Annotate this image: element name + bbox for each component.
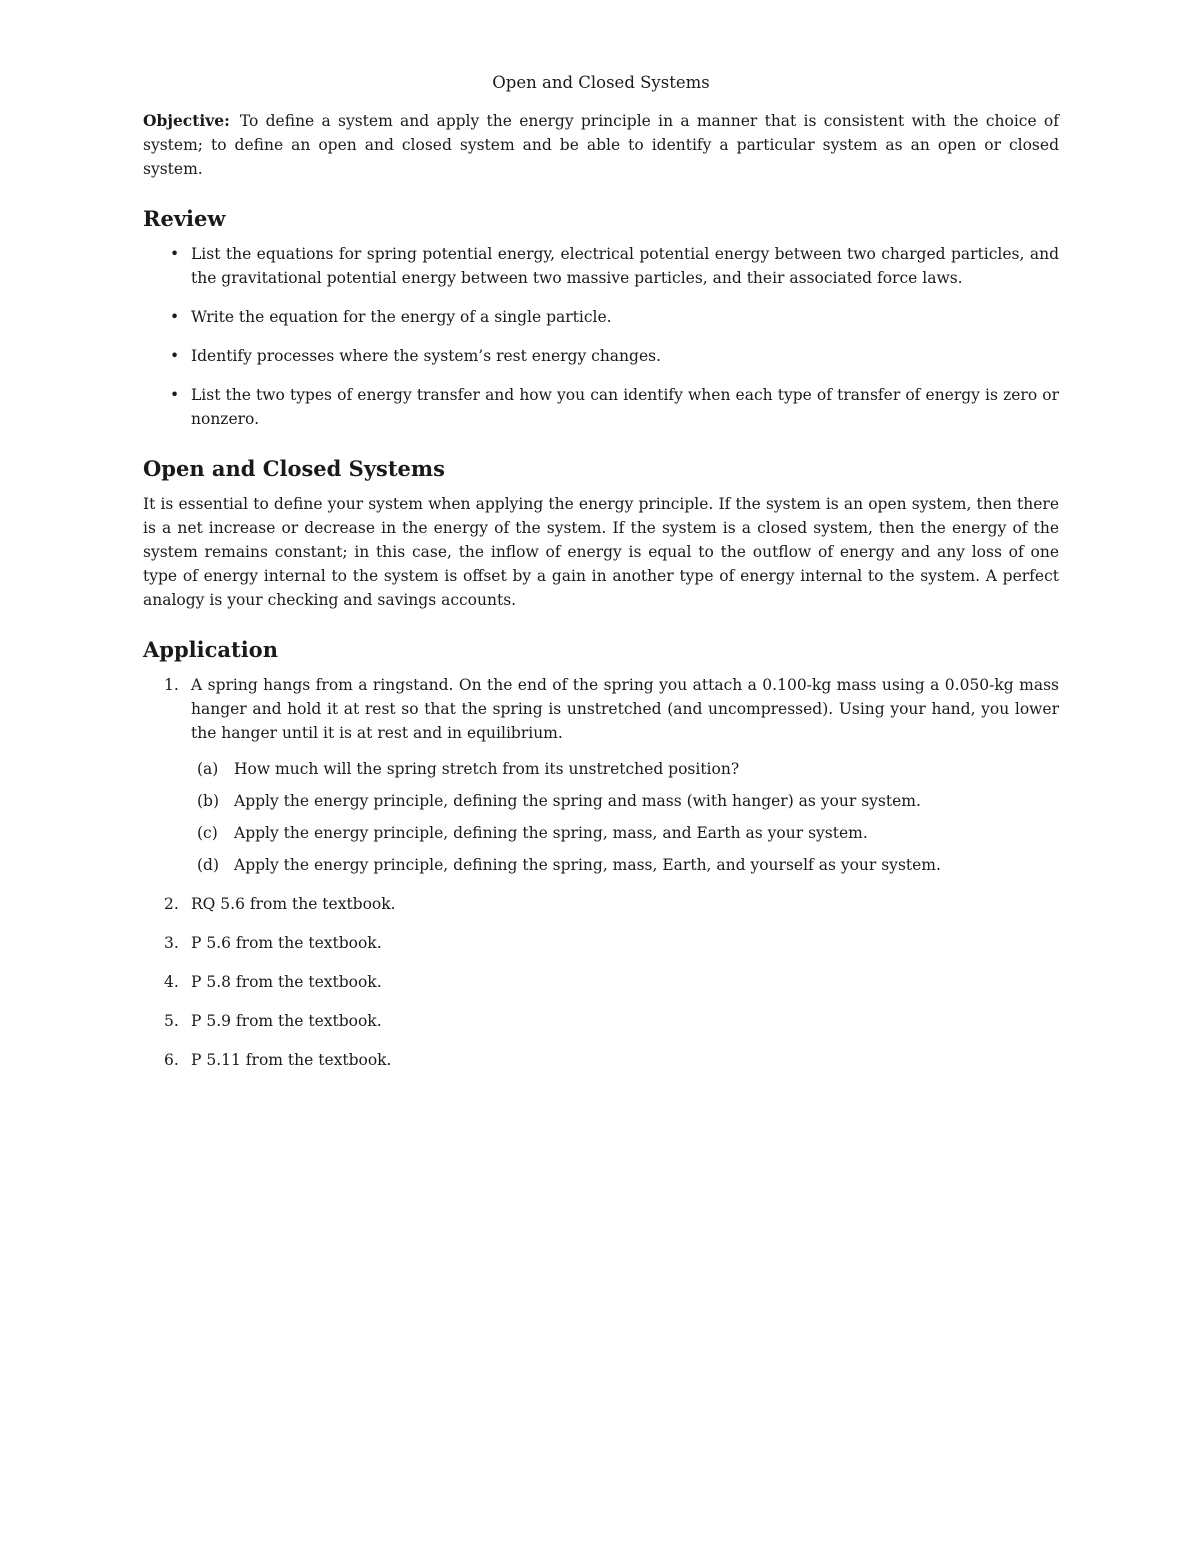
problem-number: 2. — [164, 895, 179, 913]
problem-text: A spring hangs from a ringstand. On the end of the spring you attach a 0.100-kg mass using a 0.050-kg mass hanger and hold it at rest so that the spring is unstretched (and uncompressed). Using your hand, you lower the hanger until it is at rest and in equilibrium. — [191, 676, 1059, 742]
open-closed-paragraph: It is essential to define your system when applying the energy principle. If the system is an open system, then there is a net increase or decrease in the energy of the system. If the system is a closed system, then the energy of the system remains constant; in this case, the inflow of energy is equal to the outflow of energy and any loss of one type of energy internal to the system is offset by a gain in another type of energy internal to the system. A perfect analogy is your checking and savings accounts. — [143, 495, 1059, 609]
review-item: • List the two types of energy transfer and how you can identify when each type of transfer of energy is zero or nonzero. — [191, 383, 1059, 431]
open-closed-heading: Open and Closed Systems — [143, 456, 445, 481]
problem-text: P 5.9 from the textbook. — [191, 1012, 382, 1030]
application-heading: Application — [143, 637, 278, 662]
review-item: • Write the equation for the energy of a single particle. — [191, 305, 1059, 329]
part-text: Apply the energy principle, defining the spring, mass, Earth, and yourself as your system. — [234, 856, 941, 874]
problem-text: RQ 5.6 from the textbook. — [191, 895, 396, 913]
problem-part — [197, 757, 1059, 781]
problem-item — [164, 1048, 1059, 1072]
problem-number: 1. — [164, 676, 179, 694]
problem-item — [164, 931, 1059, 955]
review-list — [143, 242, 1059, 431]
problem-item — [164, 892, 1059, 916]
review-item: • List the equations for spring potential energy, electrical potential energy between two charged particles, and the gravitational potential energy between two massive particles, and their associated force laws. — [191, 242, 1059, 290]
part-label: (b) — [197, 792, 220, 810]
review-heading: Review — [143, 206, 226, 231]
problem-part — [197, 789, 1059, 813]
problem-part — [197, 821, 1059, 845]
part-label: (c) — [197, 824, 218, 842]
problem-parts — [191, 757, 1059, 877]
document-page — [143, 70, 1059, 1087]
document-title: Open and Closed Systems — [492, 73, 710, 92]
problem-number: 5. — [164, 1012, 179, 1030]
problem-item — [164, 1009, 1059, 1033]
application-list — [143, 673, 1059, 1072]
objective-paragraph — [143, 109, 1059, 181]
part-text: Apply the energy principle, defining the spring, mass, and Earth as your system. — [234, 824, 868, 842]
problem-number: 4. — [164, 973, 179, 991]
problem-item — [164, 673, 1059, 877]
problem-number: 3. — [164, 934, 179, 952]
review-item: • Identify processes where the system’s rest energy changes. — [191, 344, 1059, 368]
part-text: Apply the energy principle, defining the spring and mass (with hanger) as your system. — [234, 792, 921, 810]
problem-text: P 5.6 from the textbook. — [191, 934, 382, 952]
problem-text: P 5.11 from the textbook. — [191, 1051, 392, 1069]
problem-part — [197, 853, 1059, 877]
part-text: How much will the spring stretch from its unstretched position? — [234, 760, 740, 778]
problem-item — [164, 970, 1059, 994]
problem-text: P 5.8 from the textbook. — [191, 973, 382, 991]
part-label: (a) — [197, 760, 219, 778]
part-label: (d) — [197, 856, 220, 874]
objective-label: Objective: — [143, 111, 230, 130]
problem-number: 6. — [164, 1051, 179, 1069]
objective-text: To define a system and apply the energy principle in a manner that is consistent with the choice of system; to define an open and closed system and be able to identify a particular system as an open or closed system. — [143, 112, 1059, 178]
